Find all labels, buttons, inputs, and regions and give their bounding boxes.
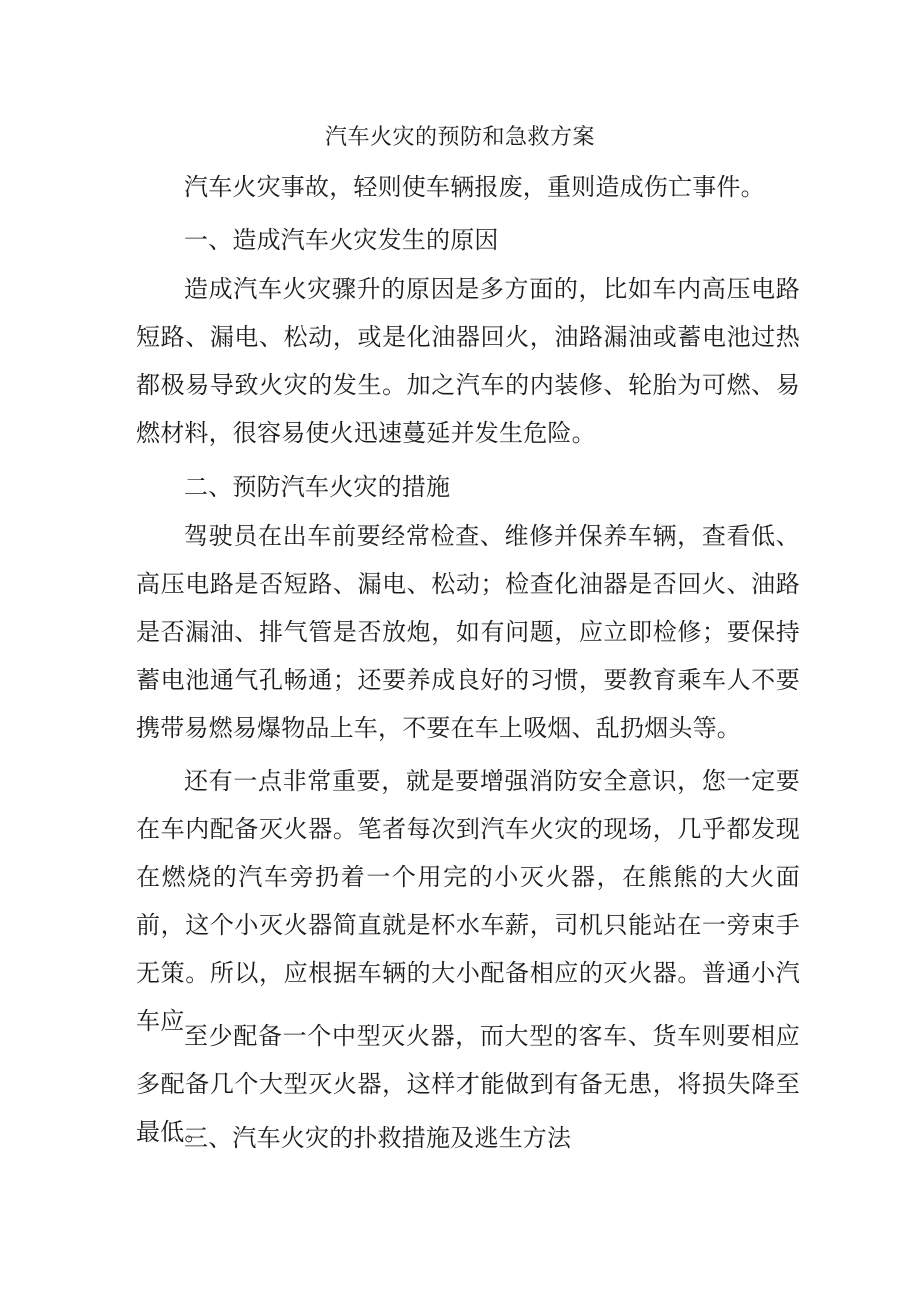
extinguisher-paragraph: 还有一点非常重要，就是要增强消防安全意识，您一定要在车内配备灭火器。笔者每次到汽车火灾的现场，几乎都发现在燃烧的汽车旁扔着一个用完的小灭火器，在熊熊的大火面前，这个小灭火器简直就是杯水车薪，司机只能站在一旁束手无策。所以，应根据车辆的大小配备相应的灭火器。普通小汽车应 bbox=[136, 767, 800, 1035]
intro-paragraph: 汽车火灾事故，轻则使车辆报废，重则造成伤亡事件。 bbox=[184, 173, 765, 201]
causes-paragraph: 造成汽车火灾骤升的原因是多方面的，比如车内高压电路短路、漏电、松动，或是化油器回火，油路漏油或蓄电池过热都极易导致火灾的发生。加之汽车的内装修、轮胎为可燃、易燃材料，很容易使火迅速蔓延并发生危险。 bbox=[136, 275, 800, 447]
prevention-paragraph: 驾驶员在出车前要经常检查、维修并保养车辆，查看低、高压电路是否短路、漏电、松动；检查化油器是否回火、油路是否漏油、排气管是否放炮，如有问题，应立即检修；要保持蓄电池通气孔畅通；还要养成良好的习惯，要教育乘车人不要携带易燃易爆物品上车，不要在车上吸烟、乱扔烟头等。 bbox=[136, 522, 800, 742]
document-title: 汽车火灾的预防和急救方案 bbox=[324, 125, 595, 150]
section-heading-prevention: 二、预防汽车火灾的措施 bbox=[184, 473, 451, 501]
section-heading-rescue: 三、汽车火灾的扑救措施及逃生方法 bbox=[184, 1124, 572, 1152]
section-heading-causes: 一、造成汽车火灾发生的原因 bbox=[184, 226, 499, 254]
extinguisher-continued-paragraph: 至少配备一个中型灭火器，而大型的客车、货车则要相应多配备几个大型灭火器，这样才能做到有备无患，将损失降至最低。 bbox=[136, 1022, 800, 1146]
